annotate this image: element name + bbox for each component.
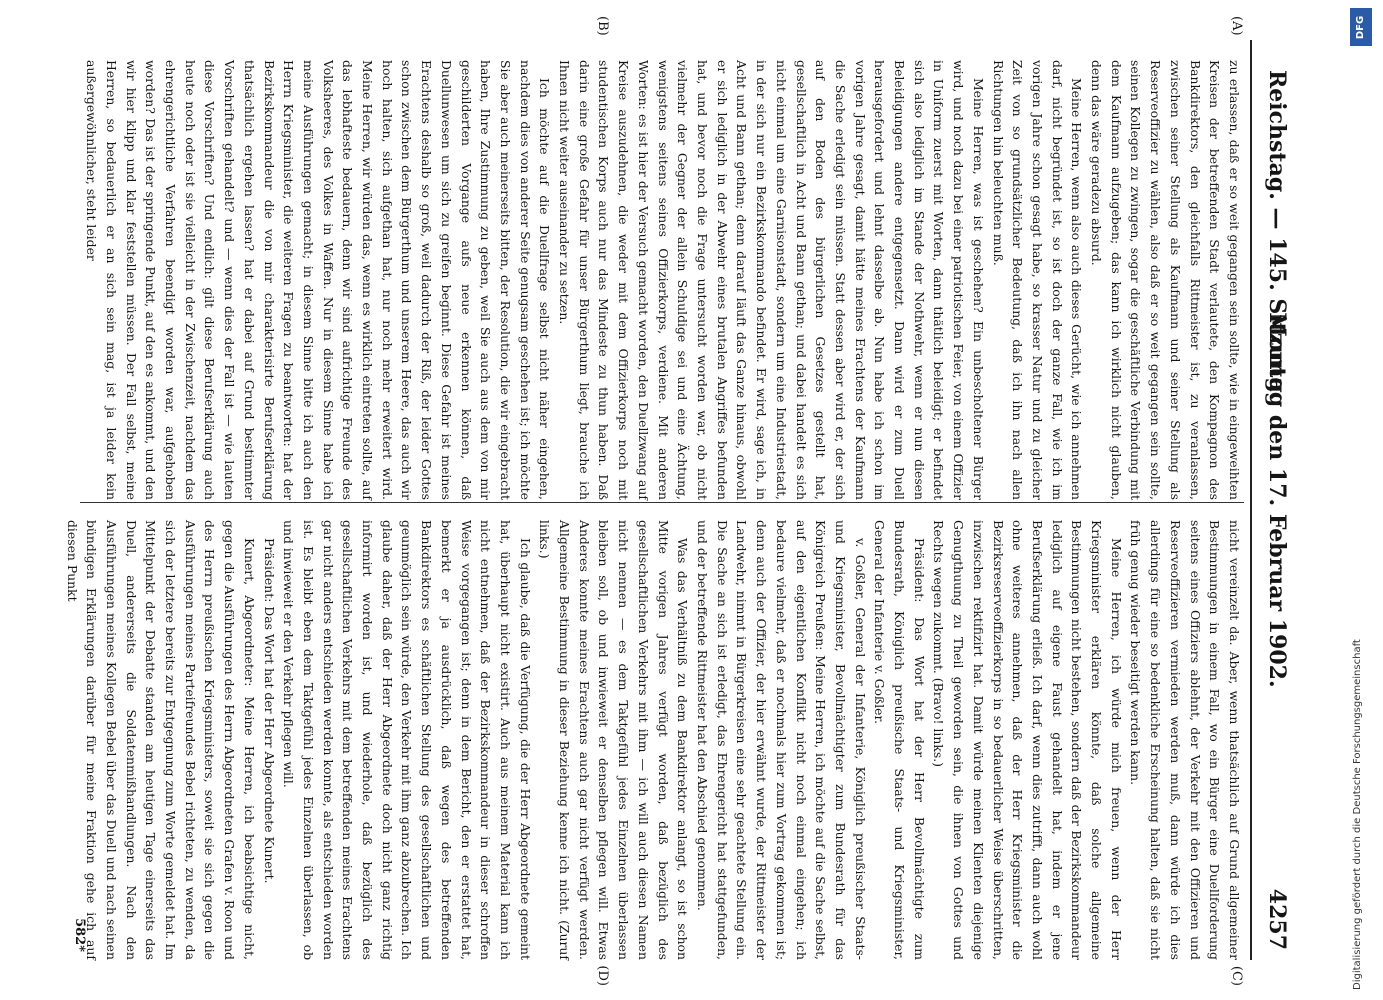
paragraph: Ich glaube, daß die Verfügung, die der Herr Abgeordnete gemeint hat, überhaupt nicht existirt. Auch aus meinem Material kann ich nicht entnehmen, daß der Bezirkskommandeur in dieser schroffen Weise vorgegangen ist; denn in dem Bericht, den er erstattet hat, bemerkt er ja ausdrücklich, daß wegen des betreffenden Bankdirektors es schäftlichen Stellung des gesellschaftlichen und geunmöglich sein würde, den Verkehr mit ihm ganz abzubrechen. Ich glaube daher, daß der Herr Abgeordnete doch nicht ganz richtig informirt worden ist, und wiederhole, daß bezüglich des gesellschaftlichen Verkehrs mit dem betreffenden meines Erachtens gar nicht anders entschieden werden konnte, als entschieden worden ist. Es bleibt eben dem Taktgefühl jedes Einzelnen überlassen, ob und inwieweit er den Verkehr pflegen will.: [281, 520, 533, 960]
paragraph: Kunert, Abgeordneter: Meine Herren, ich beabsichtige nicht, gegen die Ausführungen des Herrn Abgeordneten Grafen v. Roon und des Herrn preußischen Kriegsministers, soweit sie sich gegen die Ausführungen meines Parteifreundes Bebel richteten, zu wenden, da sich der letztere bereits zur Entgegnung zum Worte gemeldet hat. Im Mittelpunkt der Debatte standen am heutigen Tage einerseits das Duell, andererseits die Soldatenmißhandlungen. Nach den Ausführungen meines Kollegen Bebel über das Duell und nach seinen bündigen Erklärungen darüber für meine Fraktion gehe ich auf diesen Punkt: [64, 520, 257, 960]
paragraph: Meine Herren, was ist geschehen? Ein unbescholtener Bürger wird, und noch dazu bei einer patriotischen Feier, von einem Offizier in Uniform zuerst mit Worten, dann thätlich beleidigt; er befindet sich also lediglich im Stande der Nothwehr, wenn er nun diesen Beleidigungen andere entgegensetzt. Dann wird er zum Duell herausgefordert und lehnt dasselbe ab. Nun habe ich schon im vorigen Jahre gesagt, damit hätte meines Erachtens der Kaufmann die Sache erledigt sein müssen. Statt dessen aber wird er, der sich auf den Boden des bürgerlichen Gesetzes gestellt hat, gesellschaftlich in Acht und Bann gethan; und dabei handelt es sich nicht einmal um eine Garnisonstadt, sondern um eine Industriestadt, in der sich nur ein Bezirkskommando befindet. Er wird, sage ich, in Acht und Bann gethan; denn darauf läuft das Ganze hinaus, obwohl er sich lediglich in der Abwehr eines brutalen Angriffes befunden hat, und bevor noch die Frage untersucht worden war, ob nicht vielmehr der Gegner der allein Schuldige sei und eine Ächtung, wenigstens seitens seines Offizierkorps, verdiene. Mit anderen Worten: es ist hier der Versuch gemacht worden, den Duellzwang auf Kreise auszudehnen, die weder mit dem Offizierkorps noch mit studentischen Korps auch nur das Mindeste zu thun haben. Daß darin eine große Gefahr für unser Bürgerthum liegt, brauche ich Ihnen nicht weiter auseinander zu setzen.: [557, 60, 986, 500]
column-left: [80, 60, 1244, 500]
column-divider: [80, 502, 1244, 503]
header-center: Montag den 17. Februar 1902.: [1264, 312, 1290, 688]
digitization-credit: Digitalisierung gefördert durch die Deutsche Forschungsgemeinschaft: [1352, 639, 1363, 990]
header-page-number: 4257: [1264, 888, 1290, 950]
page-header: [1250, 40, 1302, 960]
paragraph: zu erlassen, daß er so weit gegangen sein sollte, wie in eingeweihten Kreisen der betreffenden Stadt verlautete, den Kompagnon des Bankdirektors, den gleichfalls Rittmeister ist, zu veranlassen, zwischen seiner Stellung als Kaufmann und seiner Stellung als Reserveoffizier zu wählen, also daß er so weit gegangen sein sollte, seinen Kollegen zu zwingen, sogar die geschäftliche Verbindung mit dem Kaufmann aufzugeben; das kann ich wirklich nicht glauben, denn das wäre geradezu absurd.: [1089, 60, 1242, 500]
paragraph: Ich möchte auf die Duellfrage selbst nicht näher eingehen, nachdem dies von anderer Seite genugsam geschehen ist; ich möchte Sie aber auch meinerseits bitten, der Resolution, die wir eingebracht haben, Ihre Zustimmung zu geben, weil Sie auch aus dem von mir geschilderten Vorgange aufs neue erkennen können, daß Duellunwesen um sich zu greifen beginnt. Diese Gefahr ist meines Erachtens deshalb so groß, weil dadurch der Riß, der leider Gottes schon zwischen dem Bürgerthum und unserem Heere, das auch wir hoch halten, sich aufgethan hat, nur noch mehr erweitert wird. Meine Herren, wir würden das, wenn es wirklich eintreten sollte, auf das lebhafteste bedauern, denn wir sind aufrichtige Freunde des Volksheeres, des Volkes in Waffen. Nur in diesem Sinne habe ich meine Ausführungen gemacht; in diesem Sinne bitte ich auch den Herrn Kriegsminister, die weiteren Fragen zu beantworten: hat der Bezirkskommandeur die von mir charakterisirte Berufserklärung thatsächlich ergehen lassen? hat er dabei auf Grund bestimmter Vorschriften gehandelt? und — wenn dies der Fall ist — wie lauten diese Vorschriften? Und endlich: gilt diese Berufserklärung auch heute noch oder ist sie vielleicht in der Zwischenzeit, nachdem das ehrengerichtliche Verfahren beendigt worden war, aufgehoben worden? Das ist der springende Punkt, auf den es ankommt, und den wir hier klipp und klar feststellen müssen. Der Fall selbst, meine Herren, so bedauerlich er an sich sein mag, ist ja leider kein außergewöhnlicher, steht leider: [84, 60, 553, 500]
header-left: Reichstag. — 145. Sitzung.: [1264, 70, 1290, 401]
paragraph: Präsident: Das Wort hat der Herr Abgeordnete Kunert.: [261, 538, 277, 884]
page-signature: 582*: [72, 918, 87, 952]
margin-mark-b: (B): [595, 16, 610, 36]
paragraph: Was das Verhältniß zu dem Bankdirektor anlangt, so ist schon Mitte vorigen Jahres verfügt worden, daß bezüglich des gesellschaftlichen Verkehrs mit ihm — ich will auch diesen Namen nicht nennen — es dem Taktgefühl jedes Einzelnen überlassen bleiben soll, ob und inwieweit er denselben pflegen will. Etwas Anderes konnte meines Erachtens auch gar nicht verfügt werden. Allgemeine Bestimmung in dieser Beziehung kenne ich nicht. (Zuruf links.): [537, 520, 691, 960]
dfg-logo: [1350, 8, 1372, 46]
margin-mark-d: (D): [595, 965, 610, 986]
paragraph: nicht vereinzelt da. Aber, wenn thatsächlich auf Grund allgemeiner Bestimmungen in einem Fall, wo ein Bürger eine Duellforderung seitens eines Offiziers ablehnt, der Verkehr mit den Offizieren und Reserveoffizieren vermieden werden muß, dann würde ich dies allerdings für eine so bedenkliche Erscheinung halten, daß sie nicht früh genug wieder beseitigt werden kann.: [1128, 520, 1242, 960]
document-page: [64, 16, 1310, 986]
margin-mark-a: (A): [1229, 16, 1244, 36]
paragraph: Meine Herren, wenn also auch dieses Gerücht, wie ich annehmen darf, nicht begründet ist, so ist doch der ganze Fall, wie ich im vorigen Jahre schon gesagt habe, so krasser Natur und zu gleicher Zeit von so grundsätzlicher Bedeutung, daß ich ihn nach allen Richtungen hin beleuchten muß.: [990, 60, 1085, 500]
logo-text: DFG: [1355, 15, 1367, 39]
margin-mark-c: (C): [1229, 965, 1244, 986]
paragraph: Meine Herren, ich würde mich freuen, wenn der Herr Kriegsminister erklären könnte, daß solche allgemeine Bestimmungen nicht bestehen, sondern daß der Bezirkskommandeur lediglich auf eigene Faust gehandelt hat, indem er jene Berufserklärung erließ. Ich darf, wenn dies zutrifft, dann auch wohl ohne weiteres annehmen, daß der Herr Kriegsminister die Bezirksreserveoffizierkorps in so bedauerlicher Weise überschritten, inzwischen rektifizirt hat. Damit würde meinen Klienten diejenige Genugthuung zu Theil geworden sein, die ihnen von Gottes und Rechts wegen zukommt. (Bravo! links.): [931, 520, 1124, 960]
paragraph: v. Goßler, General der Infanterie, Königlich preußischer Staats- und Kriegsminister, Bevollmächtigter zum Bundesrath für das Königreich Preußen: Meine Herren, ich möchte auf die Sache selbst, auf den eigentlichen Konflikt nicht noch einmal eingehen; ich bedaure vielmehr, daß er nochmals hier zum Vortrag gekommen ist; denn auch der Offizier, der hier erwähnt wurde, der Rittmeister der Landwehr, nimmt in Bürgerkreisen eine sehr geachtete Stellung ein. Die Sache an sich ist erledigt, das Ehrengericht hat stattgefunden, und der betreffende Rittmeister hat den Abschied genommen.: [695, 520, 868, 960]
paragraph: Präsident: Das Wort hat der Herr Bevollmächtigte zum Bundesrath, Königlich preußische Staats- und Kriegsminister, General der Infanterie v. Goßler.: [872, 520, 927, 960]
